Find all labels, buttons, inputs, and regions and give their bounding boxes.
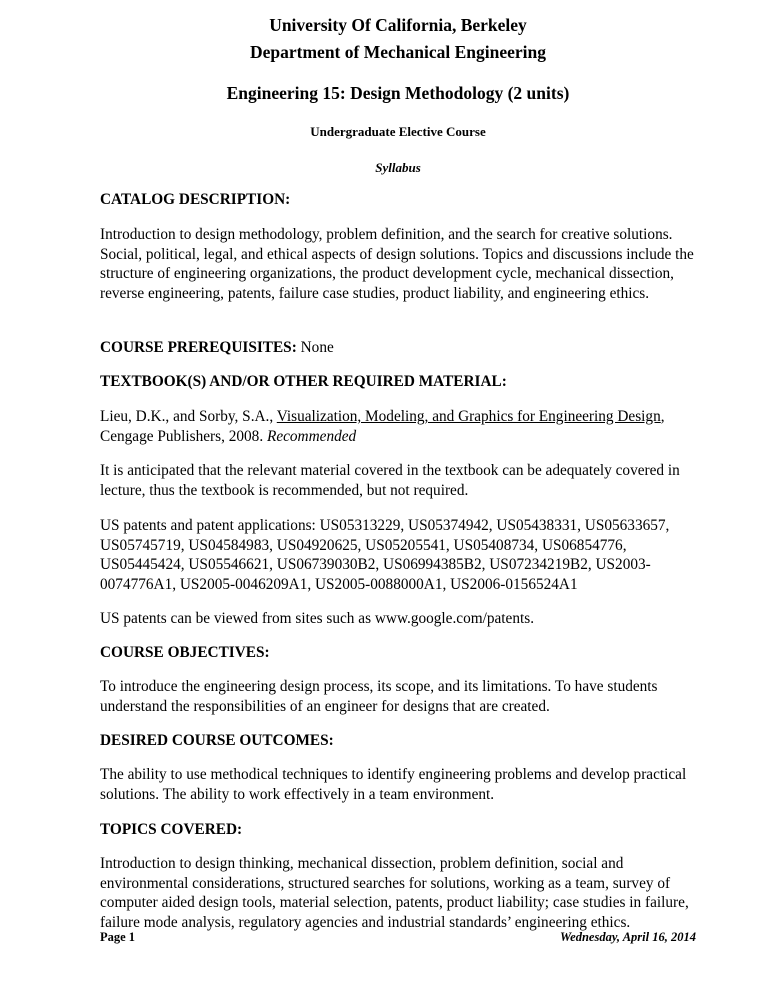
textbook-authors: Lieu, D.K., and Sorby, S.A.,: [100, 408, 277, 425]
university-name: University Of California, Berkeley: [269, 15, 527, 35]
objectives-heading: COURSE OBJECTIVES:: [100, 644, 270, 661]
outcomes-heading: DESIRED COURSE OUTCOMES:: [100, 732, 334, 749]
topics-heading: TOPICS COVERED:: [100, 821, 243, 838]
objectives-text: To introduce the engineering design process, its scope, and its limitations. To have students understand the responsibilities of an engineer for designs that are created.: [100, 678, 658, 715]
textbook-citation: [100, 407, 696, 446]
course-title: Engineering 15: Design Methodology (2 units): [226, 83, 570, 103]
catalog-heading: CATALOG DESCRIPTION:: [100, 191, 291, 208]
footer-date: Wednesday, April 16, 2014: [560, 930, 696, 944]
course-type: Undergraduate Elective Course: [310, 124, 486, 139]
patent-list: US patents and patent applications: US05313229, US05374942, US05438331, US05633657, US05745719, US04584983, US04920625, US05205541, US05408734, US06854776, US05445424, US05546621, US06739030B2, US06994385B2, US07234219B2, US2003-0074776A1, US2005-0046209A1, US2005-0088000A1, US2006-0156524A1: [100, 517, 670, 593]
prereq-heading: COURSE PREREQUISITES:: [100, 339, 297, 356]
page-footer: [100, 928, 696, 948]
department-name: Department of Mechanical Engineering: [250, 42, 546, 62]
textbook-note: Recommended: [266, 427, 357, 445]
catalog-text: Introduction to design methodology, problem definition, and the search for creative solutions. Social, political, legal, and ethical aspects of design solutions. Topics and discussions include the structure of engineering organizations, the product development cycle, mechanical dissection, reverse engineering, patents, failure case studies, product liability, and engineering ethics.: [100, 226, 694, 302]
prerequisites: [100, 338, 696, 358]
textbook-publisher: , Cengage Publishers, 2008.: [100, 408, 665, 445]
patents-view-note: US patents can be viewed from sites such as www.google.com/patents.: [100, 610, 535, 627]
prereq-value: None: [296, 339, 334, 356]
page-number: Page 1: [100, 930, 136, 944]
outcomes-text: The ability to use methodical techniques to identify engineering problems and develop practical solutions. The ability to work effectively in a team environment.: [100, 766, 687, 803]
textbook-anticipated: It is anticipated that the relevant material covered in the textbook can be adequately covered in lecture, thus the textbook is recommended, but not required.: [100, 462, 680, 499]
textbook-heading: TEXTBOOK(S) AND/OR OTHER REQUIRED MATERIAL:: [100, 373, 507, 390]
topics-text: Introduction to design thinking, mechanical dissection, problem definition, social and environmental considerations, structured searches for solutions, working as a team, survey of computer aided design tools, material selection, patents, product liability; case studies in failure, failure mode analysis, regulatory agencies and industrial standards’ engineering ethics.: [100, 855, 689, 931]
doc-type: Syllabus: [375, 160, 421, 175]
university-title: [100, 12, 696, 66]
textbook-title: Visualization, Modeling, and Graphics for Engineering Design: [276, 408, 661, 425]
